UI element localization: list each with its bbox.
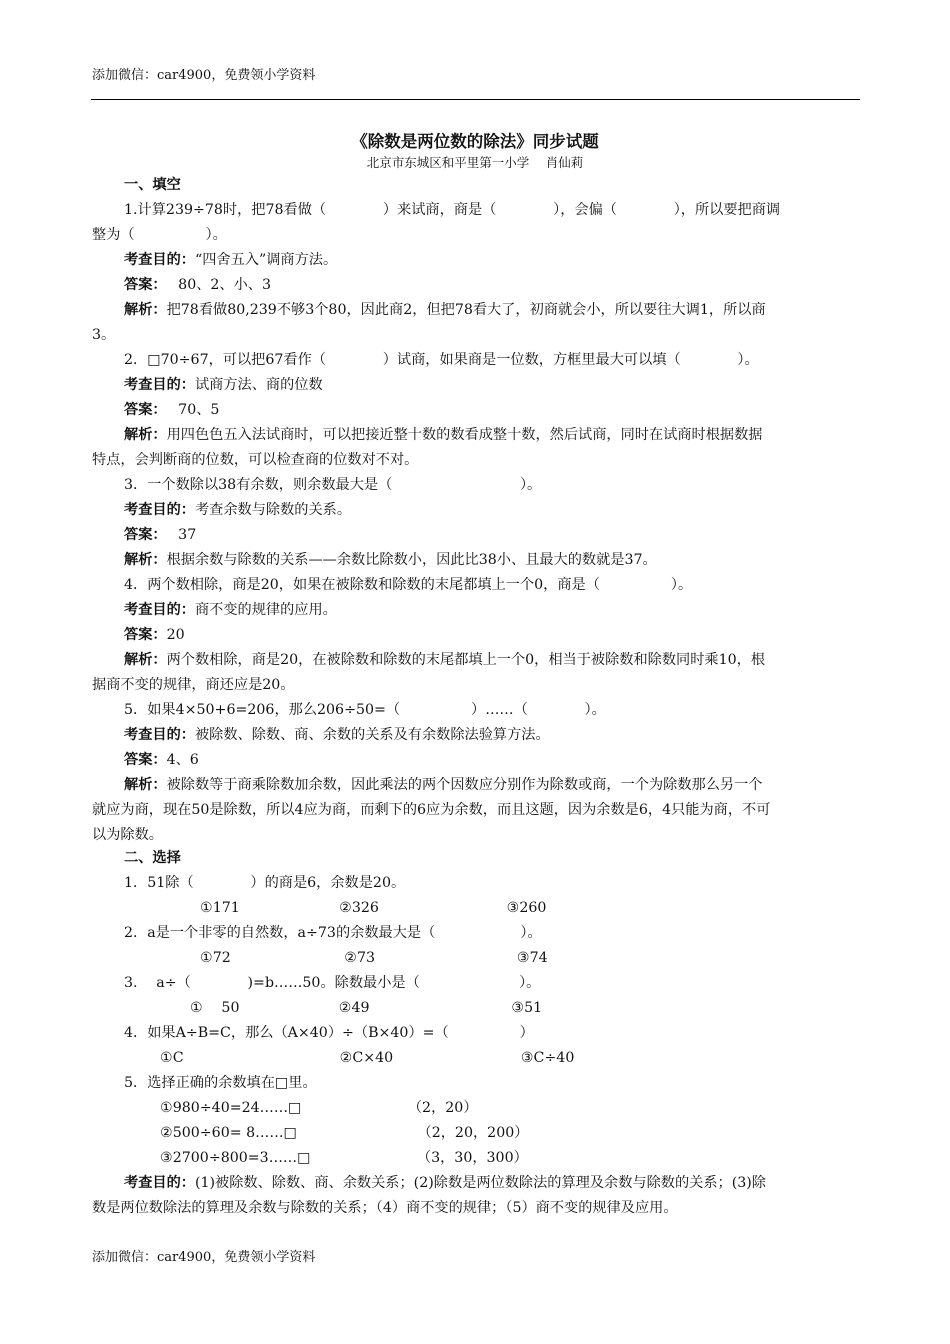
line-text: 就应为商，现在50是除数，所以4应为商，而剩下的6应为余数，而且这题，因为余数是6，4只能为商，不可 — [92, 802, 771, 818]
text-line — [124, 250, 337, 270]
text-line — [124, 873, 405, 893]
field-label: 解析： — [124, 652, 167, 668]
line-text: 4、6 — [166, 752, 199, 768]
text-line — [124, 750, 199, 770]
field-label: 答案： — [124, 627, 167, 643]
text-line — [124, 275, 271, 295]
text-line — [92, 825, 163, 845]
line-text: ①C ②C×40 ③C÷40 — [160, 1050, 575, 1066]
text-line — [124, 300, 766, 320]
field-label: 考查目的： — [124, 602, 195, 618]
line-text: 把78看做80,239不够3个80，因此商2，但把78看大了，初商就会小，所以要往大调1，所以商 — [166, 302, 766, 318]
line-text: 整为（ ）。 — [92, 227, 227, 243]
text-line — [124, 1073, 317, 1093]
line-text: 5．选择正确的余数填在□里。 — [124, 1075, 317, 1091]
line-text: 2．□70÷67，可以把67看作（ ）试商，如果商是一位数，方框里最大可以填（ ）。 — [124, 352, 759, 368]
line-text: 二、选择 — [124, 850, 181, 866]
line-text: 2．a是一个非零的自然数，a÷73的余数最大是（ ）。 — [124, 925, 542, 941]
line-text: 用四色色五入法试商时，可以把接近整十数的数看成整十数，然后试商，同时在试商时根据数据 — [166, 427, 763, 443]
field-label: 考查目的： — [124, 727, 195, 743]
line-text: ③2700÷800=3……□ （3，30，300） — [160, 1150, 528, 1166]
line-text: 3. a÷（ )=b……50。除数最小是（ ）。 — [124, 975, 541, 991]
line-text: 20 — [166, 627, 185, 643]
page-footer: 添加微信：car4900，免费领小学资料 — [92, 1250, 316, 1265]
line-text: 被除数、除数、商、余数的关系及有余数除法验算方法。 — [194, 727, 550, 743]
section-heading — [124, 175, 181, 195]
text-line — [124, 650, 765, 670]
text-line — [200, 898, 546, 918]
field-label: 答案： — [124, 752, 167, 768]
text-line — [124, 973, 540, 993]
line-text: ①171 ②326 ③260 — [200, 900, 547, 916]
line-text: 1．51除（ ）的商是6，余数是20。 — [124, 875, 406, 891]
line-text: 两个数相除，商是20，在被除数和除数的末尾都填上一个0，相当于被除数和除数同时乘10，根 — [166, 652, 766, 668]
text-line — [124, 1023, 534, 1043]
line-text: 5．如果4×50+6=206，那么206÷50=（ ）……（ ）。 — [124, 702, 606, 718]
text-line — [124, 775, 762, 795]
author-line: 北京市东城区和平里第一小学 肖仙莉 — [366, 155, 584, 170]
line-text: ① 50 ②49 ③51 — [190, 1000, 543, 1016]
text-line — [124, 600, 337, 620]
text-line — [124, 350, 759, 370]
line-text: 特点，会判断商的位数，可以检查商的位数对不对。 — [92, 452, 419, 468]
field-label: 考查目的： — [124, 1175, 195, 1191]
field-label: 解析： — [124, 427, 167, 443]
line-text: ①980÷40=24……□ （2，20） — [160, 1100, 478, 1116]
text-line — [124, 375, 323, 395]
line-text: 商不变的规律的应用。 — [194, 602, 337, 618]
field-label: 答案： — [124, 527, 160, 543]
text-line — [124, 923, 542, 943]
text-line — [124, 400, 219, 420]
section-heading — [124, 848, 181, 868]
text-line — [92, 325, 115, 345]
line-text: 试商方法、商的位数 — [194, 377, 323, 393]
text-line — [160, 1123, 528, 1143]
line-text: ②500÷60= 8……□ （2，20，200） — [160, 1125, 529, 1141]
page-header: 添加微信：car4900，免费领小学资料 — [92, 68, 316, 83]
text-line — [124, 550, 657, 570]
header-rule — [91, 99, 860, 100]
field-label: 解析： — [124, 777, 167, 793]
field-label: 考查目的： — [124, 502, 195, 518]
line-text: 4．如果A÷B=C，那么（A×40）÷（B×40）=（ ） — [124, 1025, 534, 1041]
text-line — [92, 225, 227, 245]
text-line — [160, 1048, 574, 1068]
line-text: 据商不变的规律，商还应是20。 — [92, 677, 295, 693]
line-text: 3。 — [92, 327, 116, 343]
text-line — [124, 200, 780, 220]
text-line — [124, 700, 606, 720]
line-text: 80、2、小、3 — [159, 277, 272, 293]
text-line — [92, 675, 295, 695]
text-line — [160, 1098, 478, 1118]
line-text: 根据余数与除数的关系——余数比除数小，因此比38小、且最大的数就是37。 — [166, 552, 657, 568]
field-label: 答案： — [124, 402, 160, 418]
text-line — [124, 625, 185, 645]
line-text: 3．一个数除以38有余数，则余数最大是（ ）。 — [124, 477, 542, 493]
line-text: 37 — [159, 527, 197, 543]
text-line — [92, 1198, 678, 1218]
text-line — [92, 450, 418, 470]
text-line — [124, 525, 196, 545]
field-label: 答案： — [124, 277, 160, 293]
field-label: 考查目的： — [124, 252, 195, 268]
line-text: 70、5 — [159, 402, 220, 418]
text-line — [124, 1173, 766, 1193]
line-text: 被除数等于商乘除数加余数，因此乘法的两个因数应分别作为除数或商，一个为除数那么另一个 — [166, 777, 763, 793]
text-line — [200, 948, 548, 968]
text-line — [124, 725, 550, 745]
text-line — [124, 500, 351, 520]
line-text: 一、填空 — [124, 177, 181, 193]
text-line — [160, 1148, 528, 1168]
text-line — [124, 475, 541, 495]
text-line — [190, 998, 542, 1018]
line-text: (1)被除数、除数、商、余数关系；(2)除数是两位数除法的算理及余数与除数的关系；(3)除 — [194, 1175, 766, 1191]
text-line — [124, 575, 692, 595]
line-text: 1.计算239÷78时，把78看做（ ）来试商，商是（ ），会偏（ ），所以要把商调 — [124, 202, 781, 218]
document-title: 《除数是两位数的除法》同步试题 — [351, 132, 599, 151]
text-line — [124, 425, 762, 445]
line-text: 数是两位数除法的算理及余数与除数的关系；（4）商不变的规律；（5）商不变的规律及应用。 — [92, 1200, 678, 1216]
text-line — [92, 800, 770, 820]
field-label: 解析： — [124, 302, 167, 318]
line-text: 考查余数与除数的关系。 — [194, 502, 352, 518]
field-label: 考查目的： — [124, 377, 195, 393]
line-text: 4．两个数相除，商是20，如果在被除数和除数的末尾都填上一个0，商是（ ）。 — [124, 577, 693, 593]
line-text: 以为除数。 — [92, 827, 163, 843]
line-text: ①72 ②73 ③74 — [200, 950, 548, 966]
line-text: “四舍五入”调商方法。 — [194, 252, 338, 268]
field-label: 解析： — [124, 552, 167, 568]
